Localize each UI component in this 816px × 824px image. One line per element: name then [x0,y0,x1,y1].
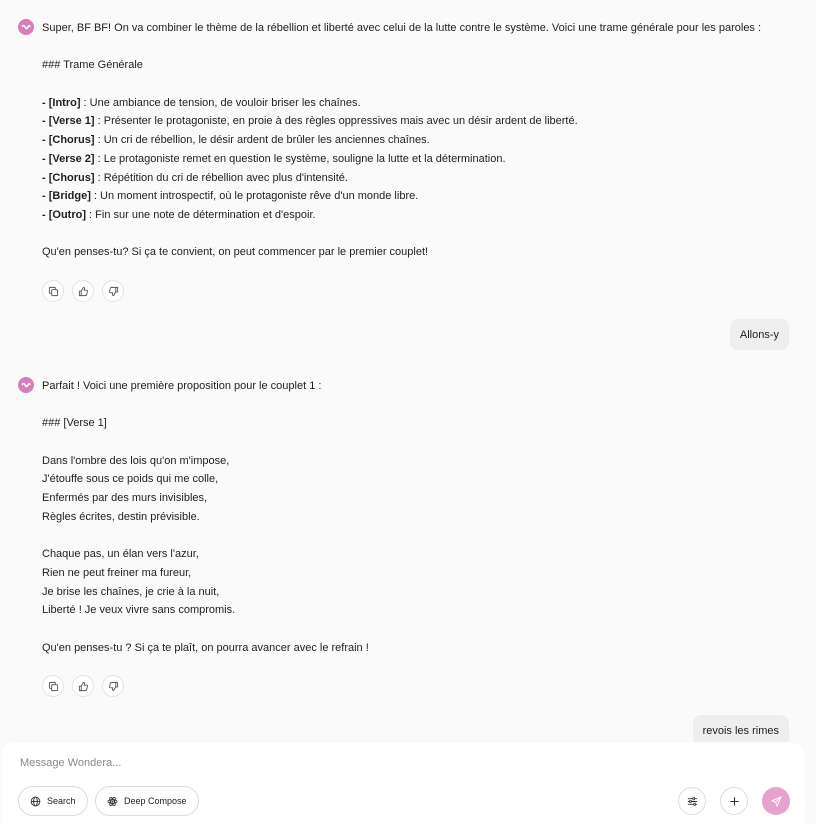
thumbs-up-icon [78,681,89,692]
search-button-label: Search [47,796,76,806]
message-line: Chaque pas, un élan vers l'azur, [42,548,199,561]
message-line: - [Verse 2] : Le protagoniste remet en question le système, souligne la lutte et la détermination. [42,152,506,165]
thumbs-down-icon [108,681,119,692]
assistant-message [0,377,409,697]
deep-compose-button[interactable] [95,786,199,816]
message-line: Qu'en penses-tu ? Si ça te plaît, on pourra avancer avec le refrain ! [42,641,369,654]
copy-icon [48,681,59,692]
assistant-message-body [42,19,761,262]
message-actions [42,675,369,697]
like-button[interactable] [72,280,94,302]
message-line: - [Intro] : Une ambiance de tension, de vouloir briser les chaînes. [42,96,361,109]
settings-button[interactable] [678,787,706,815]
message-line [42,527,369,546]
message-line: Liberté ! Je veux vivre sans compromis. [42,604,236,617]
message-line: Qu'en penses-tu? Si ça te convient, on peut commencer par le premier couplet! [42,246,429,259]
message-line: - [Bridge] : Un moment introspectif, où le protagoniste rêve d'un monde libre. [42,190,419,203]
message-line [42,38,761,57]
wave-icon [21,22,31,32]
message-line [42,433,369,452]
dislike-button[interactable] [102,675,124,697]
message-input[interactable]: Message Wondera... [20,757,122,769]
message-line: ### [Verse 1] [42,417,107,430]
assistant-message-body [42,377,369,657]
message-actions [42,280,761,302]
wave-icon [21,380,31,390]
globe-icon [30,796,41,807]
message-line [42,620,369,639]
message-line: - [Verse 1] : Présenter le protagoniste, en proie à des règles oppressives mais avec un désir ardent de liberté. [42,115,578,128]
send-button[interactable] [762,787,790,815]
message-line [42,225,761,244]
message-line: - [Chorus] : Un cri de rébellion, le désir ardent de brûler les anciennes chaînes. [42,134,430,147]
assistant-avatar [18,377,34,393]
search-button[interactable] [18,786,88,816]
atom-icon [107,796,118,807]
like-button[interactable] [72,675,94,697]
message-line: J'étouffe sous ce poids qui me colle, [42,473,219,486]
attach-button[interactable] [720,787,748,815]
message-line [42,396,369,415]
dislike-button[interactable] [102,280,124,302]
send-icon [770,795,783,808]
message-line: Super, BF BF! On va combiner le thème de la rébellion et liberté avec celui de la lutte contre le système. Voici une trame générale pour les paroles : [42,22,762,34]
user-message [0,319,816,350]
assistant-message [0,19,801,302]
message-line: Enfermés par des murs invisibles, [42,492,208,505]
message-line [42,75,761,94]
message-line: Rien ne peut freiner ma fureur, [42,566,192,579]
user-message [0,715,816,742]
thumbs-up-icon [78,286,89,297]
message-line: ### Trame Générale [42,59,143,72]
message-line: Dans l'ombre des lois qu'on m'impose, [42,454,230,467]
message-line: - [Chorus] : Répétition du cri de rébellion avec plus d'intensité. [42,171,348,184]
message-line: Je brise les chaînes, je crie à la nuit, [42,585,220,598]
message-line: Parfait ! Voici une première proposition pour le couplet 1 : [42,380,322,392]
copy-button[interactable] [42,675,64,697]
copy-icon [48,286,59,297]
user-bubble: revois les rimes [693,715,789,742]
message-line: Règles écrites, destin prévisible. [42,510,200,523]
user-bubble: Allons-y [730,319,789,350]
message-composer [2,743,804,824]
assistant-avatar [18,19,34,35]
deep-compose-button-label: Deep Compose [124,796,187,806]
copy-button[interactable] [42,280,64,302]
sliders-icon [686,795,699,808]
thumbs-down-icon [108,286,119,297]
message-line: - [Outro] : Fin sur une note de détermination et d'espoir. [42,209,316,221]
plus-icon [728,795,741,808]
